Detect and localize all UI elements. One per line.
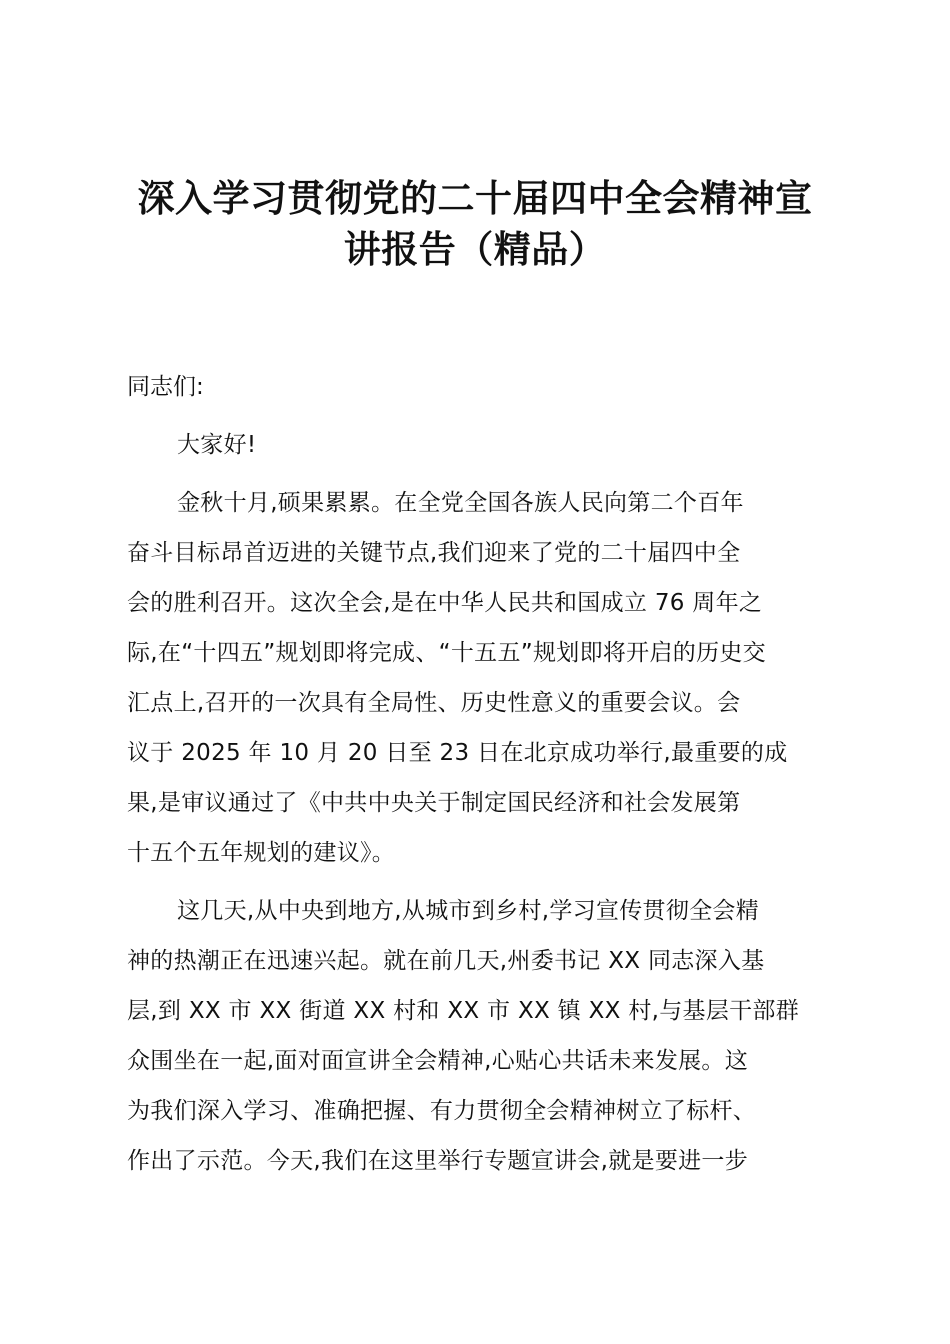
paragraph-line: 这几天,从中央到地方,从城市到乡村,学习宣传贯彻全会精 bbox=[177, 898, 760, 924]
paragraph-line: 众围坐在一起,面对面宣讲全会精神,心贴心共话未来发展。这 bbox=[127, 1048, 749, 1074]
paragraph-line: 金秋十月,硕果累累。在全党全国各族人民向第二个百年 bbox=[177, 490, 744, 516]
salutation: 同志们: bbox=[127, 374, 204, 400]
paragraph-line: 际,在“十四五”规划即将完成、“十五五”规划即将开启的历史交 bbox=[127, 640, 766, 666]
document-title bbox=[110, 173, 840, 275]
title-line-2: 讲报告（精品） bbox=[343, 227, 607, 271]
document-body bbox=[127, 362, 827, 1194]
paragraph-line: 汇点上,召开的一次具有全局性、历史性意义的重要会议。会 bbox=[127, 690, 741, 716]
paragraph-line: 果,是审议通过了《中共中央关于制定国民经济和社会发展第 bbox=[127, 790, 741, 816]
paragraph-line: 奋斗目标昂首迈进的关键节点,我们迎来了党的二十届四中全 bbox=[127, 540, 741, 566]
greeting-line: 大家好! bbox=[177, 432, 257, 458]
paragraph-line: 神的热潮正在迅速兴起。就在前几天,州委书记 XX 同志深入基 bbox=[127, 948, 765, 974]
paragraph-line: 层,到 XX 市 XX 街道 XX 村和 XX 市 XX 镇 XX 村,与基层干部群 bbox=[127, 998, 800, 1024]
paragraph-line: 十五个五年规划的建议》。 bbox=[127, 840, 396, 866]
title-line-1: 深入学习贯彻党的二十届四中全会精神宣 bbox=[137, 176, 813, 220]
paragraph-line: 议于 2025 年 10 月 20 日至 23 日在北京成功举行,最重要的成 bbox=[127, 740, 788, 766]
paragraph-line: 会的胜利召开。这次全会,是在中华人民共和国成立 76 周年之 bbox=[127, 590, 763, 616]
greeting-paragraph bbox=[127, 420, 827, 470]
paragraph-study-campaign bbox=[127, 886, 827, 1186]
paragraph-line: 作出了示范。今天,我们在这里举行专题宣讲会,就是要进一步 bbox=[127, 1148, 749, 1174]
paragraph-line: 为我们深入学习、准确把握、有力贯彻全会精神树立了标杆、 bbox=[127, 1098, 757, 1124]
paragraph-plenum-intro bbox=[127, 478, 827, 878]
